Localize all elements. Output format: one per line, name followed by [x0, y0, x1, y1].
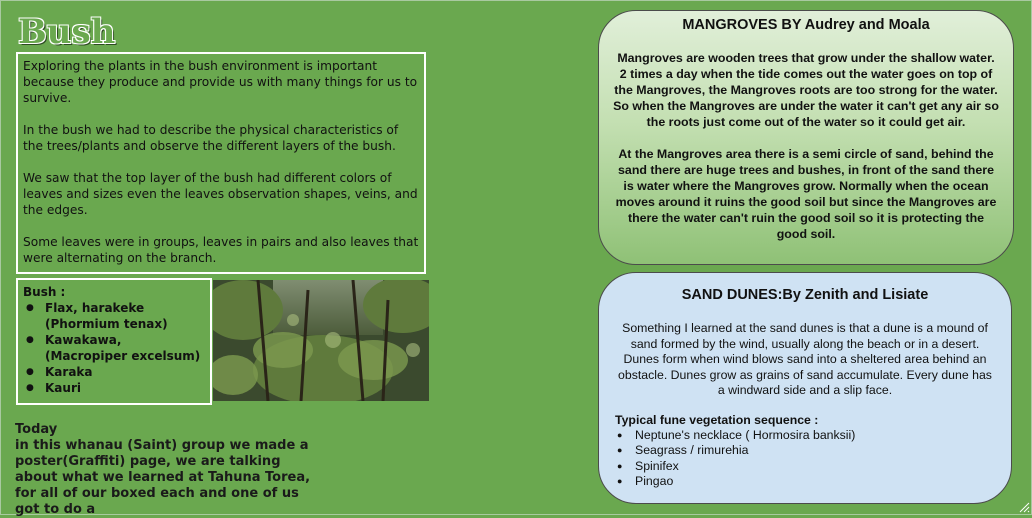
list-item: ● Neptune's necklace ( Hormosira banksii) [635, 428, 997, 444]
intro-text-box[interactable] [16, 52, 426, 274]
sand-dunes-title: SAND DUNES:By Zenith and Lisiate [681, 287, 929, 303]
resize-grip-icon[interactable] [1018, 501, 1030, 513]
intro-paragraph-1: Exploring the plants in the bush environment is important because they produce and provide us with many things for us to survive. [23, 59, 418, 105]
intro-paragraph-3: We saw that the top layer of the bush had different colors of leaves and sizes even the leaves observation shapes, veins, and the edges. [23, 171, 418, 217]
bush-list-heading: Bush : [23, 285, 66, 299]
list-item: ● Karaka [45, 364, 205, 380]
intro-paragraph-4: Some leaves were in groups, leaves in pairs and also leaves that were alternating on the branch. [23, 235, 419, 265]
intro-paragraph-2: In the bush we had to describe the physical characteristics of the trees/plants and observe the different layers of the bush. [23, 123, 399, 153]
mangroves-paragraph-1: Mangroves are wooden trees that grow under the shallow water. 2 times a day when the tide comes out the water goes on top of the Mangroves, the Mangroves roots are too strong for the water. So when the Mangroves are under the water it can't get any air so the roots just come out of the water so it could get air. [613, 51, 999, 129]
mangroves-title: MANGROVES BY Audrey and Moala [682, 17, 930, 33]
vegetation-heading: Typical fune vegetation sequence : [615, 412, 819, 427]
list-item: ● Flax, harakeke (Phormium tenax) [45, 300, 205, 332]
mangroves-card[interactable] [598, 10, 1014, 265]
bush-plants-box[interactable] [16, 278, 212, 405]
bottom-line-1: Today [15, 422, 58, 437]
bush-photo-image [213, 280, 429, 401]
list-item: ● Pingao [635, 474, 997, 490]
list-item: ● Kauri [45, 380, 205, 396]
list-item: ● Spinifex [635, 459, 997, 475]
list-item: ● Kawakawa, (Macropiper excelsum) [45, 332, 205, 364]
bush-photo[interactable] [213, 280, 429, 401]
bush-plant-list [23, 300, 205, 396]
bottom-line-2: in this whanau (Saint) group we made a poster(Graffiti) page, we are talking about what we learned at Tahuna Torea, for all of our boxed each and one of us got to do a [15, 438, 311, 517]
list-item: ● Seagrass / rimurehia [635, 443, 997, 459]
vegetation-list [613, 428, 997, 490]
mangroves-paragraph-2: At the Mangroves area there is a semi circle of sand, behind the sand there are huge trees and bushes, in front of the sand there is water where the Mangroves grow. Normally when the ocean moves around it ruins the good soil but since the Mangroves are there the water can't ruin the good soil so it is protecting the good soil. [615, 147, 997, 241]
sand-dunes-card[interactable] [598, 272, 1012, 504]
whanau-group-text[interactable] [15, 422, 315, 518]
sand-dunes-paragraph: Something I learned at the sand dunes is that a dune is a mound of sand formed by the wind, usually along the beach or in a desert. Dunes form when wind blows sand into a sheltered area behind an obstacle. Dunes grow as grains of sand accumulate. Every dune has a windward side and a slip face. [618, 321, 992, 397]
page-title: Bush [18, 12, 116, 52]
